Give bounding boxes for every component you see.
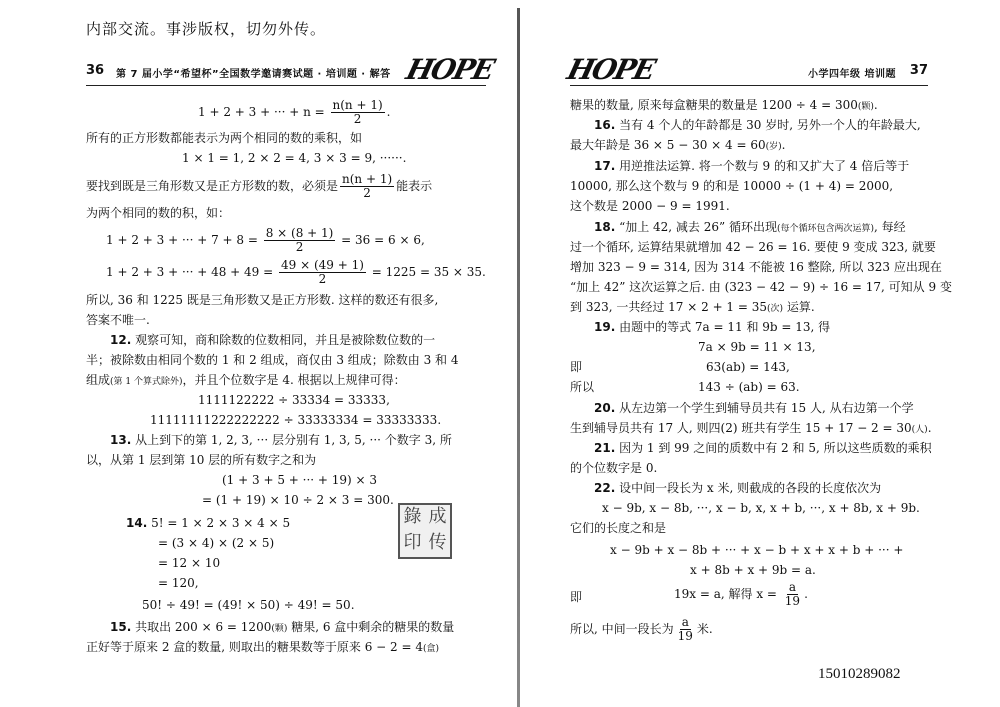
question-number: 13. (110, 433, 132, 447)
formula-text: . (804, 587, 808, 601)
denominator: 2 (295, 240, 304, 254)
right-page-header (563, 53, 928, 86)
text: 观察可知，商和除数的位数相同，并且是被除数位数的一 (131, 333, 436, 347)
text: 因为 1 到 99 之间的质数中有 2 和 5, 所以这些质数的乘积 (615, 441, 932, 455)
formula-label: 即 (570, 590, 583, 604)
formula-text: 19x = a, 解得 x = (674, 587, 781, 601)
answer-17 (594, 156, 909, 176)
text: . (873, 98, 878, 112)
text: . (927, 421, 932, 435)
formula-line: = 12 × 10 (158, 556, 221, 570)
fraction (331, 99, 385, 126)
text: 由题中的等式 7a = 11 和 9b = 13, 得 (615, 320, 831, 334)
formula-line: x − 9b + x − 8b + ··· + x − b + x + x + b + ··· + (610, 543, 904, 557)
stamp-char: 传 (428, 532, 447, 553)
text-line: 增加 323 − 9 = 314, 因为 314 不能被 16 整除, 所以 323 应出现在 (570, 260, 942, 274)
footer-number: 15010289082 (818, 666, 901, 682)
formula-line: x − 9b, x − 8b, ···, x − b, x, x + b, ···, x + 8b, x + 9b. (602, 501, 920, 515)
text: 当有 4 个人的年龄都是 30 岁时, 另外一个人的年龄最大, (615, 118, 921, 132)
text-line: 以，从第 1 层到第 10 层的所有数字之和为 (86, 453, 317, 467)
answer-18 (594, 217, 906, 239)
copyright-notice: 内部交流。事涉版权，切勿外传。 (86, 20, 327, 38)
answer-13 (110, 430, 452, 450)
left-page (86, 53, 497, 655)
formula-line (106, 227, 425, 254)
numerator: a (788, 580, 796, 594)
question-number: 16. (594, 118, 616, 132)
question-number: 14. (126, 516, 148, 530)
formula-text: 1 + 2 + 3 + ··· + 48 + 49 = (106, 265, 277, 279)
denominator: 2 (363, 186, 371, 200)
formula-text: 1 + 2 + 3 + ··· + 7 + 8 = (106, 233, 262, 247)
left-page-header (86, 53, 497, 86)
text: 运算. (783, 300, 815, 314)
text-line: 过一个循环, 运算结果就增加 42 − 26 = 16. 要使 9 变成 323, 就要 (570, 240, 936, 254)
formula-line: = 120, (158, 576, 199, 590)
formula-line: = (1 + 19) × 10 ÷ 2 × 3 = 300. (202, 493, 394, 507)
numerator: 49 × (49 + 1) (281, 258, 364, 272)
formula-line: 50! ÷ 49! = (49! × 50) ÷ 49! = 50. (142, 598, 355, 612)
denominator: 19 (784, 594, 801, 608)
text-line (570, 95, 878, 117)
text: 糖果, 6 盒中剩余的糖果的数量 (287, 620, 455, 634)
text: . (781, 138, 786, 152)
text: 要找到既是三角形数又是正方形数的数，必须是 (86, 179, 339, 193)
text: 生到辅导员共有 17 人, 则四(2) 班共有学生 15 + 17 − 2 = 30 (570, 421, 912, 435)
text-line: “加上 42” 这次运算之后. 由 (323 − 42 − 9) ÷ 16 = 17, 可知从 9 变 (570, 280, 952, 294)
text-line: 所以, 36 和 1225 既是三角形数又是正方形数. 这样的数还有很多, (86, 293, 439, 307)
formula-line: 7a × 9b = 11 × 13, (698, 340, 816, 354)
text: 最大年龄是 36 × 5 − 30 × 4 = 60 (570, 138, 766, 152)
answer-16 (594, 115, 921, 135)
text-line (86, 173, 432, 200)
text-line: 为两个相同的数的积，如： (86, 206, 231, 220)
question-number: 21. (594, 441, 616, 455)
annotation: (人) (911, 425, 928, 435)
text-line (86, 370, 406, 392)
fraction (279, 259, 366, 286)
answer-22 (594, 478, 881, 498)
annotation: (颗) (857, 102, 874, 112)
text: 糖果的数量, 原来每盒糖果的数量是 1200 ÷ 4 = 300 (570, 98, 858, 112)
running-title: 第 7 届小学“希望杯”全国数学邀请赛试题 · 培训题 · 解答 (116, 69, 391, 80)
text: , 每经 (874, 220, 906, 234)
answer-20 (594, 398, 914, 418)
text: 组成 (86, 373, 111, 387)
question-number: 19. (594, 320, 616, 334)
text: 从上到下的第 1, 2, 3, ··· 层分别有 1, 3, 5, ··· 个数字 3, 所 (131, 433, 452, 447)
answer-12 (110, 330, 435, 350)
seal-stamp (398, 503, 452, 559)
annotation: (第 1 个算式除外) (110, 377, 183, 387)
book-gutter (517, 8, 520, 707)
text-line (570, 297, 815, 319)
question-number: 20. (594, 401, 616, 415)
formula-line: = (3 × 4) × (2 × 5) (158, 536, 275, 550)
numerator: n(n + 1) (342, 172, 393, 186)
text: 米. (696, 622, 713, 636)
right-page (563, 53, 952, 655)
question-number: 17. (594, 159, 616, 173)
question-number: 15. (110, 620, 132, 634)
answer-21 (594, 438, 932, 458)
stamp-char: 成 (428, 506, 447, 527)
denominator: 2 (318, 272, 327, 286)
answer-19 (594, 317, 830, 337)
text-line (86, 637, 439, 659)
question-number: 18. (594, 220, 616, 234)
question-number: 22. (594, 481, 616, 495)
hope-logo: HOPE (402, 53, 497, 86)
annotation: (岁) (765, 142, 782, 152)
formula-line (198, 99, 390, 126)
fraction (783, 581, 802, 608)
fraction (264, 227, 336, 254)
stamp-char: 錄 (403, 506, 422, 527)
text-line: 答案不唯一. (86, 313, 150, 327)
formula-text: 1 + 2 + 3 + ··· + n = (198, 105, 329, 119)
formula-text: = 36 = 6 × 6, (337, 233, 425, 247)
annotation: (盒) (422, 644, 440, 654)
formula-label: 所以 (570, 380, 595, 394)
answer-15 (110, 617, 454, 639)
text-line (570, 135, 786, 157)
formula-line: 1111122222 ÷ 33334 = 33333, (198, 393, 390, 407)
question-number: 12. (110, 333, 132, 347)
fraction (340, 173, 394, 200)
answer-14 (126, 513, 290, 533)
annotation: (每个循环包含两次运算) (776, 224, 874, 234)
formula-text: 5! = 1 × 2 × 3 × 4 × 5 (147, 516, 291, 530)
text-line: 10000, 那么这个数与 9 的和是 10000 ÷ (1 + 4) = 2000, (570, 179, 894, 193)
text: “加上 42, 减去 26” 循环出现 (615, 220, 777, 234)
text-line: 的个位数字是 0. (570, 461, 658, 475)
text-line: 所有的正方形数都能表示为两个相同的数的乘积，如 (86, 131, 363, 145)
running-title: 小学四年级 培训题 (808, 69, 896, 80)
stamp-char: 印 (403, 532, 422, 553)
formula-line: x + 8b + x + 9b = a. (690, 563, 816, 577)
text: 所以, 中间一段长为 (570, 622, 674, 636)
text-line (570, 418, 932, 440)
text: 设中间一段长为 x 米, 则截成的各段的长度依次为 (615, 481, 882, 495)
formula-line (674, 581, 808, 608)
formula-line: 11111111222222222 ÷ 33333334 = 33333333. (150, 413, 442, 427)
formula-line: (1 + 3 + 5 + ··· + 19) × 3 (222, 473, 378, 487)
formula-line: 63(ab) = 143, (706, 360, 790, 374)
text-line: 半；被除数由相同个数的 1 和 2 组成，商仅由 3 组成；除数由 3 和 4 (86, 353, 459, 367)
text: 到 323, 一共经过 17 × 2 + 1 = 35 (570, 300, 768, 314)
text: 共取出 200 × 6 = 1200 (131, 620, 272, 634)
denominator: 2 (353, 112, 362, 126)
text: 用逆推法运算. 将一个数与 9 的和又扩大了 4 倍后等于 (615, 159, 910, 173)
denominator: 19 (677, 629, 693, 643)
formula-label: 即 (570, 360, 583, 374)
formula-line: 143 ÷ (ab) = 63. (698, 380, 800, 394)
page-number: 36 (86, 63, 105, 78)
formula-text: . (386, 105, 391, 119)
text-line: 它们的长度之和是 (570, 521, 667, 535)
annotation: (次) (767, 304, 784, 314)
formula-line (106, 259, 486, 286)
text-line (570, 616, 713, 643)
formula-text: = 1225 = 35 × 35. (367, 265, 486, 279)
hope-logo: HOPE (563, 53, 658, 86)
numerator: n(n + 1) (332, 98, 383, 112)
text: 能表示 (396, 179, 433, 193)
numerator: a (681, 615, 689, 629)
numerator: 8 × (8 + 1) (265, 226, 334, 240)
text: 从左边第一个学生到辅导员共有 15 人, 从右边第一个学 (615, 401, 914, 415)
page-number: 37 (909, 63, 928, 78)
text: ，并且个位数字是 4. 根据以上规律可得： (182, 373, 406, 387)
annotation: (颗) (271, 624, 288, 634)
text-line: 这个数是 2000 − 9 = 1991. (570, 199, 730, 213)
fraction (676, 616, 695, 643)
text: 正好等于原来 2 盒的数量, 则取出的糖果数等于原来 6 − 2 = 4 (86, 640, 423, 654)
formula-line: 1 × 1 = 1, 2 × 2 = 4, 3 × 3 = 9, ······. (182, 151, 407, 165)
